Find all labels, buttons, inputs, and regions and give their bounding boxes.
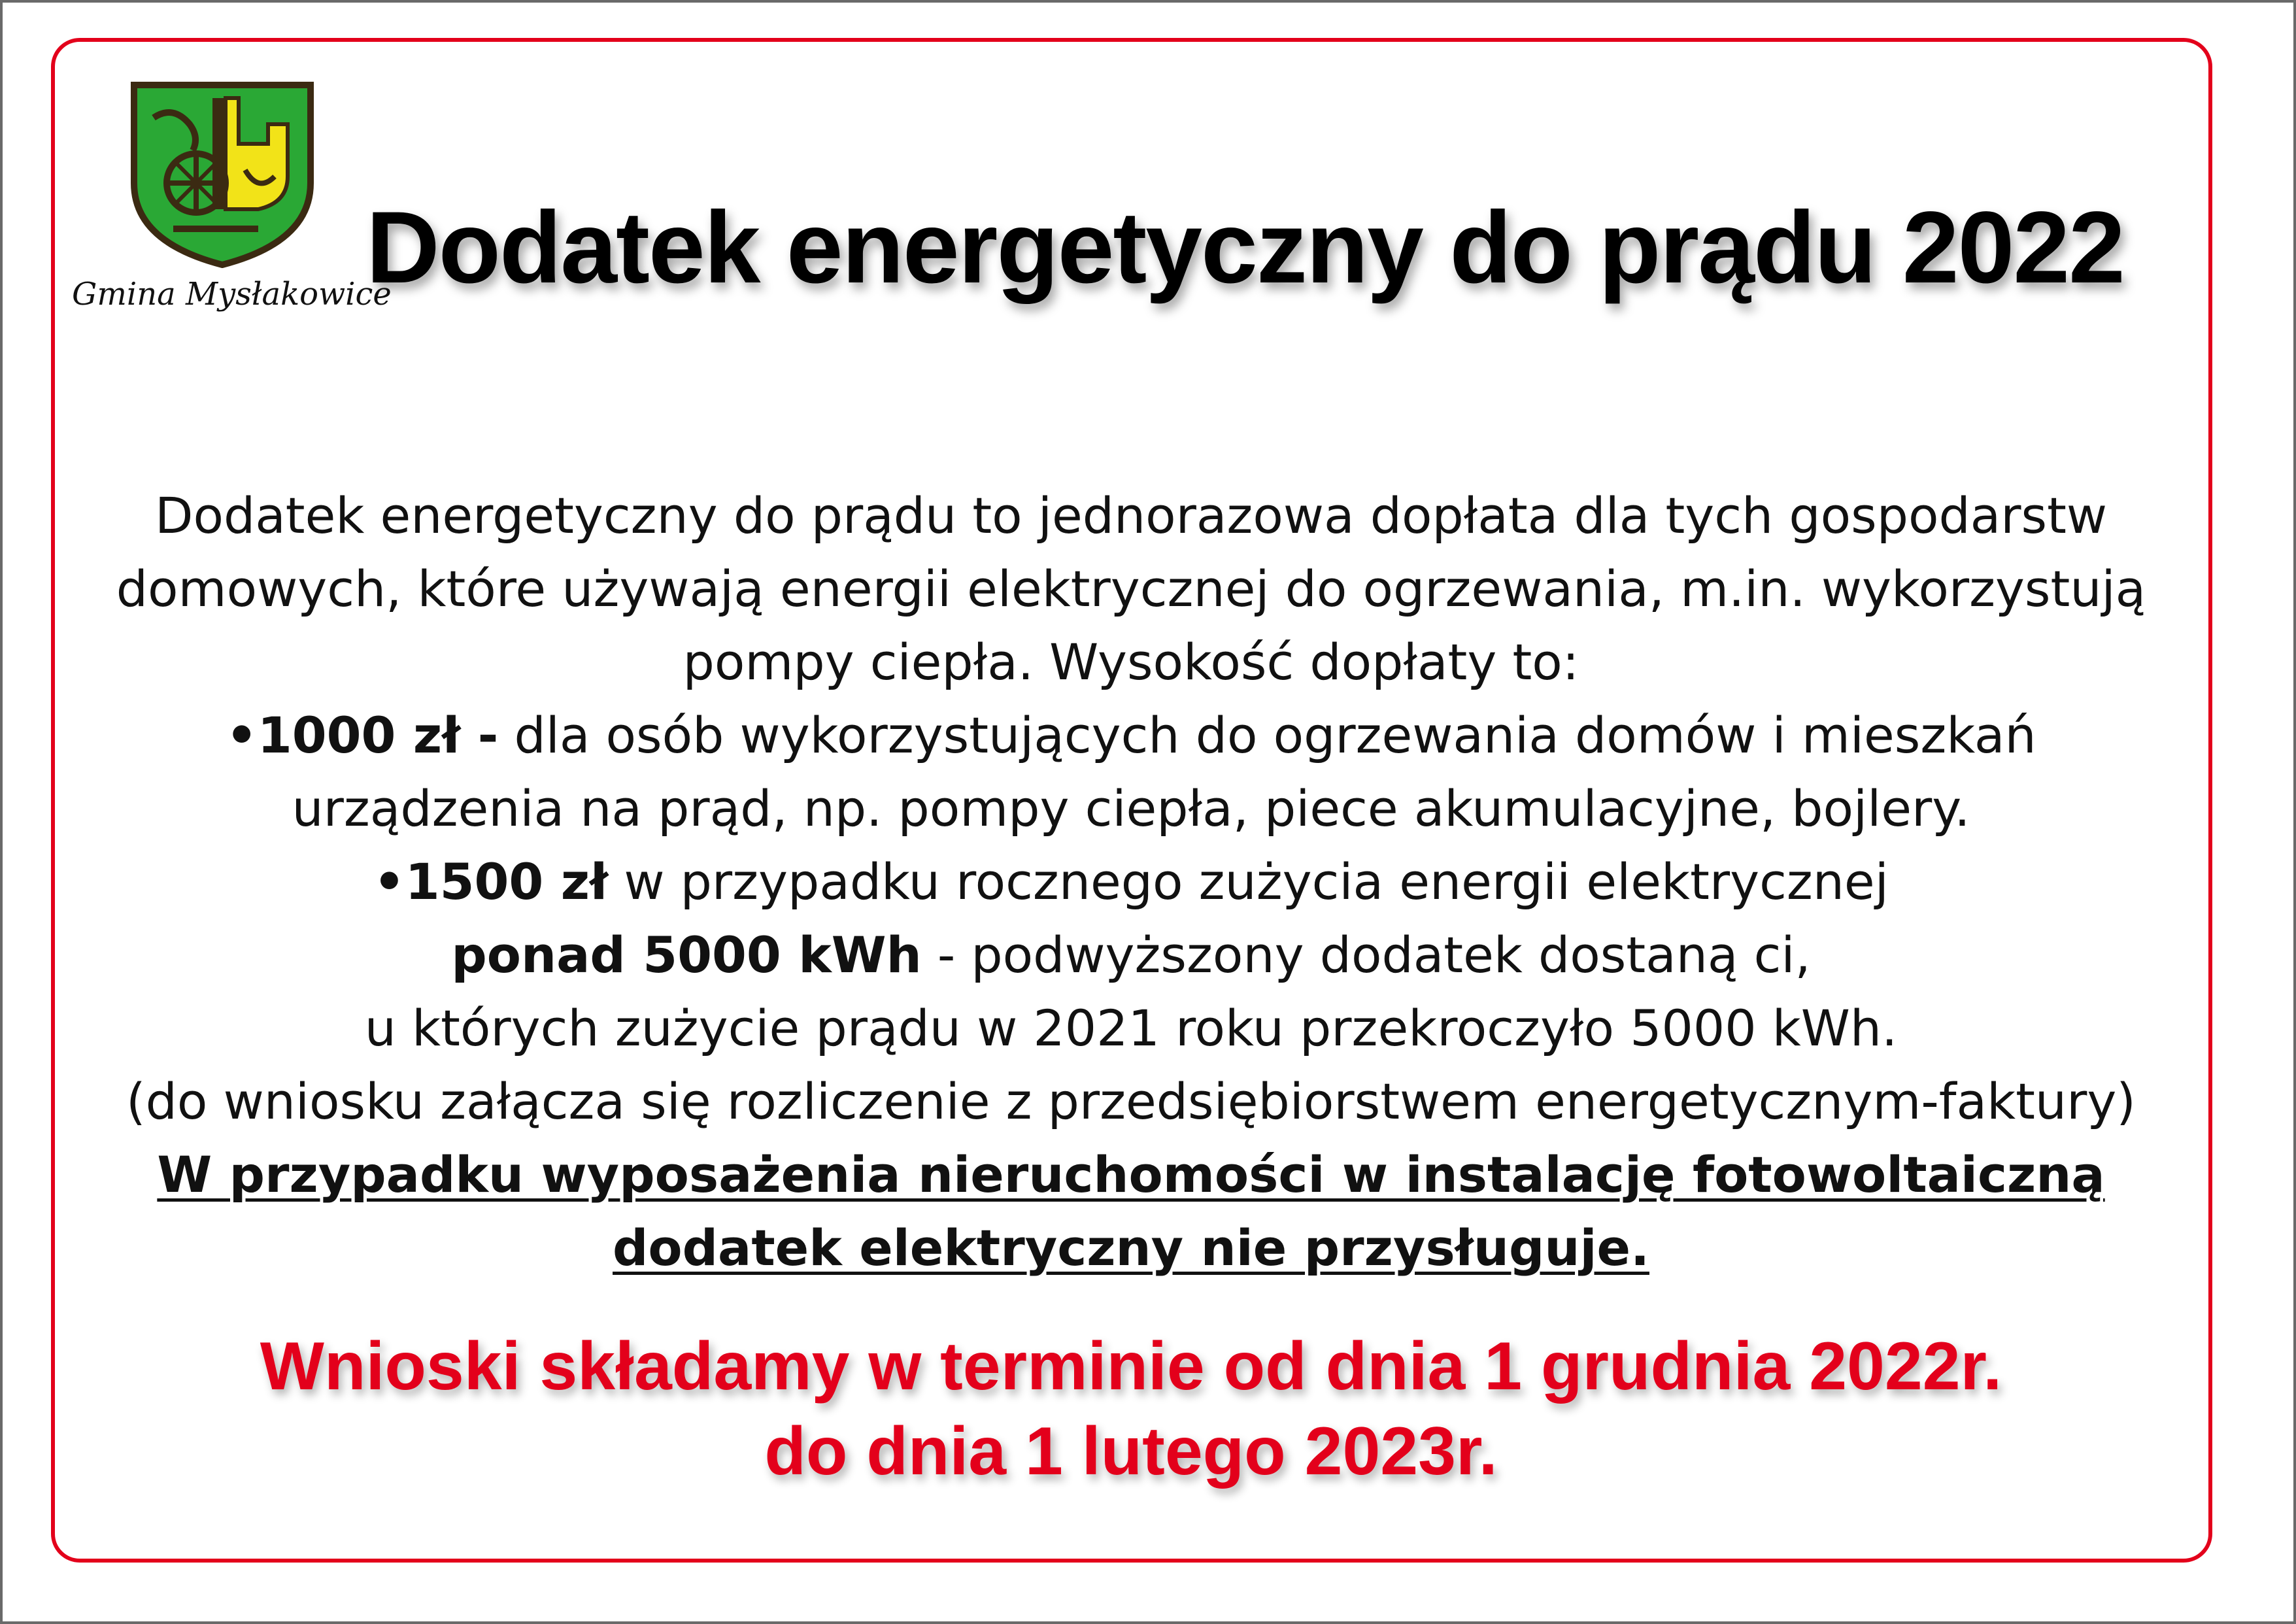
threshold-text: - podwyższony dodatek dostaną ci, bbox=[921, 926, 1811, 984]
logo-caption: Gmina Mysłakowice bbox=[72, 276, 392, 313]
attachment-note: (do wniosku załącza się rozliczenie z przedsiębiorstwem energetycznym-faktury) bbox=[126, 1072, 2136, 1130]
bullet-1500-text: w przypadku rocznego zużycia energii elektrycznej bbox=[608, 853, 1889, 911]
amount-1000: •1000 zł - bbox=[226, 706, 499, 764]
warning-line bbox=[78, 1211, 2184, 1285]
amount-1500: •1500 zł bbox=[373, 853, 609, 911]
page-title: Dodatek energetyczny do prądu 2022 bbox=[366, 191, 2124, 305]
warning-text: W przypadku wyposażenia nieruchomości w instalację fotowoltaiczną bbox=[157, 1145, 2105, 1204]
bullet-1500 bbox=[78, 845, 2184, 919]
threshold-kwh: ponad 5000 kWh bbox=[451, 926, 922, 984]
document-body bbox=[78, 479, 2184, 1285]
deadline-line: do dnia 1 lutego 2023r. bbox=[764, 1413, 1498, 1489]
bullet-1500-continuation: u których zużycie prądu w 2021 roku przekroczyło 5000 kWh. bbox=[364, 999, 1898, 1057]
deadline-line: Wnioski składamy w terminie od dnia 1 grudnia 2022r. bbox=[260, 1328, 2002, 1404]
deadline-notice bbox=[78, 1324, 2184, 1494]
warning-line bbox=[78, 1138, 2184, 1211]
bullet-1000-continuation: urządzenia na prąd, np. pompy ciepła, piece akumulacyjne, bojlery. bbox=[292, 779, 1970, 837]
bullet-1000 bbox=[78, 699, 2184, 772]
gmina-logo bbox=[72, 72, 392, 347]
intro-line: pompy ciepła. Wysokość dopłaty to: bbox=[683, 633, 1579, 691]
bullet-1000-text: dla osób wykorzystujących do ogrzewania domów i mieszkań bbox=[498, 706, 2036, 764]
bullet-1500-threshold bbox=[78, 919, 2184, 992]
intro-line: domowych, które używają energii elektrycznej do ogrzewania, m.in. wykorzystują bbox=[116, 560, 2146, 618]
intro-line: Dodatek energetyczny do prądu to jednorazowa dopłata dla tych gospodarstw bbox=[154, 486, 2108, 545]
warning-text: dodatek elektryczny nie przysługuje. bbox=[613, 1219, 1649, 1277]
coat-of-arms-icon bbox=[127, 72, 317, 268]
